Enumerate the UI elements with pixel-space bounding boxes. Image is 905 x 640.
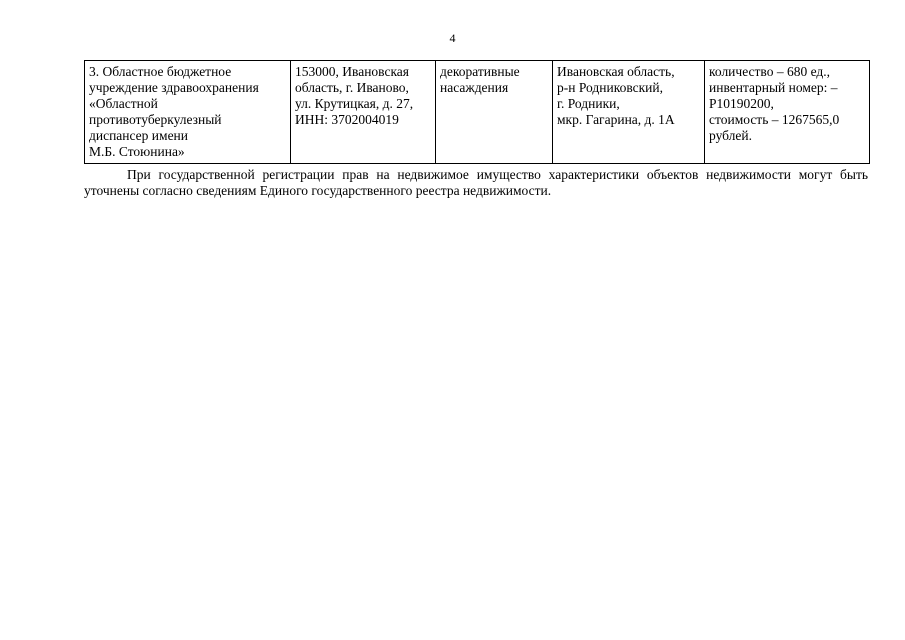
characteristics-cell: количество – 680 ед., инвентарный номер: – Р10190200, стоимость – 1267565,0 рублей. bbox=[705, 61, 870, 164]
property-table bbox=[84, 60, 870, 164]
object-name-cell: декоративные насаждения bbox=[436, 61, 553, 164]
registration-note: При государственной регистрации прав на недвижимое имущество характеристики объектов недвижимости могут быть уточнены согласно сведениям Единого государственного реестра недвижимости. bbox=[84, 167, 868, 198]
table-row bbox=[85, 61, 870, 164]
organization-cell: 3. Областное бюджетное учреждение здравоохранения «Областной противотуберкулезный диспансер имени М.Б. Стоюнина» bbox=[85, 61, 291, 164]
address-inn-cell: 153000, Ивановская область, г. Иваново, ул. Крутицкая, д. 27, ИНН: 3702004019 bbox=[291, 61, 436, 164]
location-cell: Ивановская область, р-н Родниковский, г. Родники, мкр. Гагарина, д. 1А bbox=[553, 61, 705, 164]
page-number: 4 bbox=[449, 31, 456, 45]
